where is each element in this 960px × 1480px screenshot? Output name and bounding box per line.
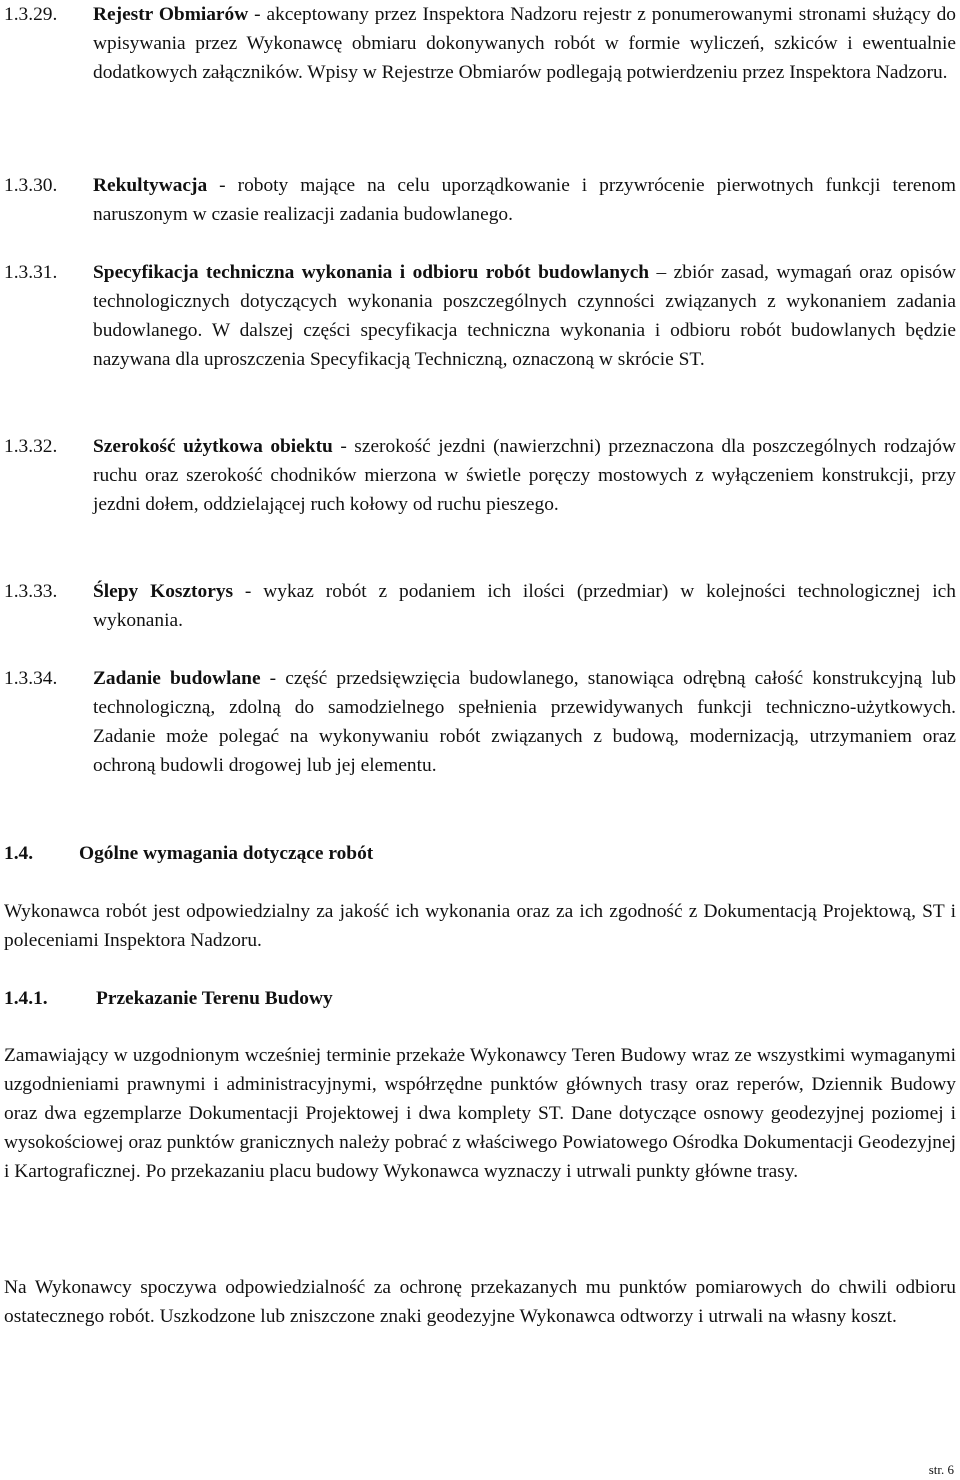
section-heading-1-4 xyxy=(4,839,373,868)
definition-number: 1.3.33. xyxy=(4,581,58,602)
definition-text xyxy=(93,664,956,780)
definition-number: 1.3.31. xyxy=(4,262,58,283)
definition-term: Ślepy Kosztorys xyxy=(93,581,234,602)
definition-term: Szerokość użytkowa obiektu xyxy=(93,436,333,457)
definition-text xyxy=(93,0,956,87)
definition-1-3-33 xyxy=(4,577,956,635)
definition-text xyxy=(93,258,956,374)
definition-1-3-32 xyxy=(4,432,956,519)
definition-term: Rekultywacja xyxy=(93,175,208,196)
section-title: Ogólne wymagania dotyczące robót xyxy=(79,843,374,864)
definition-number: 1.3.34. xyxy=(4,668,58,689)
definition-1-3-31 xyxy=(4,258,956,374)
definition-body: - szerokość jezdni (nawierzchni) przeznaczona dla poszczególnych rodzajów ruchu oraz szerokość chodników mierzona w świetle poręczy mostowych z wyłączeniem konstrukcji, przy jezdni dołem, oddzielającej ruch kołowy od ruchu pieszego. xyxy=(93,436,957,515)
definition-body: - roboty mające na celu uporządkowanie i przywrócenie pierwotnych funkcji terenom naruszonym w czasie realizacji zadania budowlanego. xyxy=(93,175,956,225)
definition-text xyxy=(93,577,956,635)
section-heading-1-4-1 xyxy=(4,984,333,1013)
definition-1-3-30 xyxy=(4,171,956,229)
section-1-4-1-paragraph-1: Zamawiający w uzgodnionym wcześniej terminie przekaże Wykonawcy Teren Budowy wraz ze wszystkimi wymaganymi uzgodnieniami prawnymi i administracyjnymi, współrzędne punktów głównych trasy oraz reperów, Dziennik Budowy oraz dwa egzemplarze Dokumentacji Projektowej i dwa komplety ST. Dane dotyczące osnowy geodezyjnej poziomej i wysokościowej oraz punktów granicznych należy pobrać z właściwego Powiatowego Ośrodka Dokumentacji Geodezyjnej i Kartograficznej. Po przekazaniu placu budowy Wykonawca wyznaczy i utrwali punkty główne trasy. xyxy=(4,1045,956,1182)
definition-term: Rejestr Obmiarów xyxy=(93,4,249,25)
definition-text xyxy=(93,171,956,229)
definition-number: 1.3.32. xyxy=(4,436,58,457)
page-number: str. 6 xyxy=(928,1462,954,1477)
definition-1-3-34 xyxy=(4,664,956,780)
section-title: Przekazanie Terenu Budowy xyxy=(96,988,333,1009)
definition-term: Zadanie budowlane xyxy=(93,668,261,689)
definition-number: 1.3.29. xyxy=(4,4,58,25)
definition-number: 1.3.30. xyxy=(4,175,58,196)
definition-body: - część przedsięwzięcia budowlanego, stanowiąca odrębną całość konstrukcyjną lub technologiczną, zdolną do samodzielnego spełnienia przewidywanych funkcji techniczno-użytkowych. Zadanie może polegać na wykonywaniu robót związanych z budową, modernizacją, utrzymaniem oraz ochroną budowli drogowej lub jej elementu. xyxy=(93,668,956,776)
definition-body: - akceptowany przez Inspektora Nadzoru rejestr z ponumerowanymi stronami służący do wpisywania przez Wykonawcę obmiaru dokonywanych robót w formie wyliczeń, szkiców i ewentualnie dodatkowych załączników. Wpisy w Rejestrze Obmiarów podlegają potwierdzeniu przez Inspektora Nadzoru. xyxy=(93,4,956,83)
definition-1-3-29 xyxy=(4,0,956,87)
definition-body: – zbiór zasad, wymagań oraz opisów technologicznych dotyczących wykonania poszczególnych czynności związanych z wykonaniem zadania budowlanego. W dalszej części specyfikacja techniczna wykonania i odbioru robót budowlanych będzie nazywana dla uproszczenia Specyfikacją Techniczną, oznaczoną w skrócie ST. xyxy=(93,262,956,370)
section-number: 1.4.1. xyxy=(4,988,48,1009)
definition-term: Specyfikacja techniczna wykonania i odbioru robót budowlanych xyxy=(93,262,650,283)
section-1-4-paragraph: Wykonawca robót jest odpowiedzialny za jakość ich wykonania oraz za ich zgodność z Dokumentacją Projektową, ST i poleceniami Inspektora Nadzoru. xyxy=(4,901,956,951)
definition-body: - wykaz robót z podaniem ich ilości (przedmiar) w kolejności technologicznej ich wykonania. xyxy=(93,581,956,631)
section-1-4-1-paragraph-2: Na Wykonawcy spoczywa odpowiedzialność za ochronę przekazanych mu punktów pomiarowych do chwili odbioru ostatecznego robót. Uszkodzone lub zniszczone znaki geodezyjne Wykonawca odtworzy i utrwali na własny koszt. xyxy=(4,1277,956,1327)
section-number: 1.4. xyxy=(4,843,34,864)
definition-text xyxy=(93,432,956,519)
